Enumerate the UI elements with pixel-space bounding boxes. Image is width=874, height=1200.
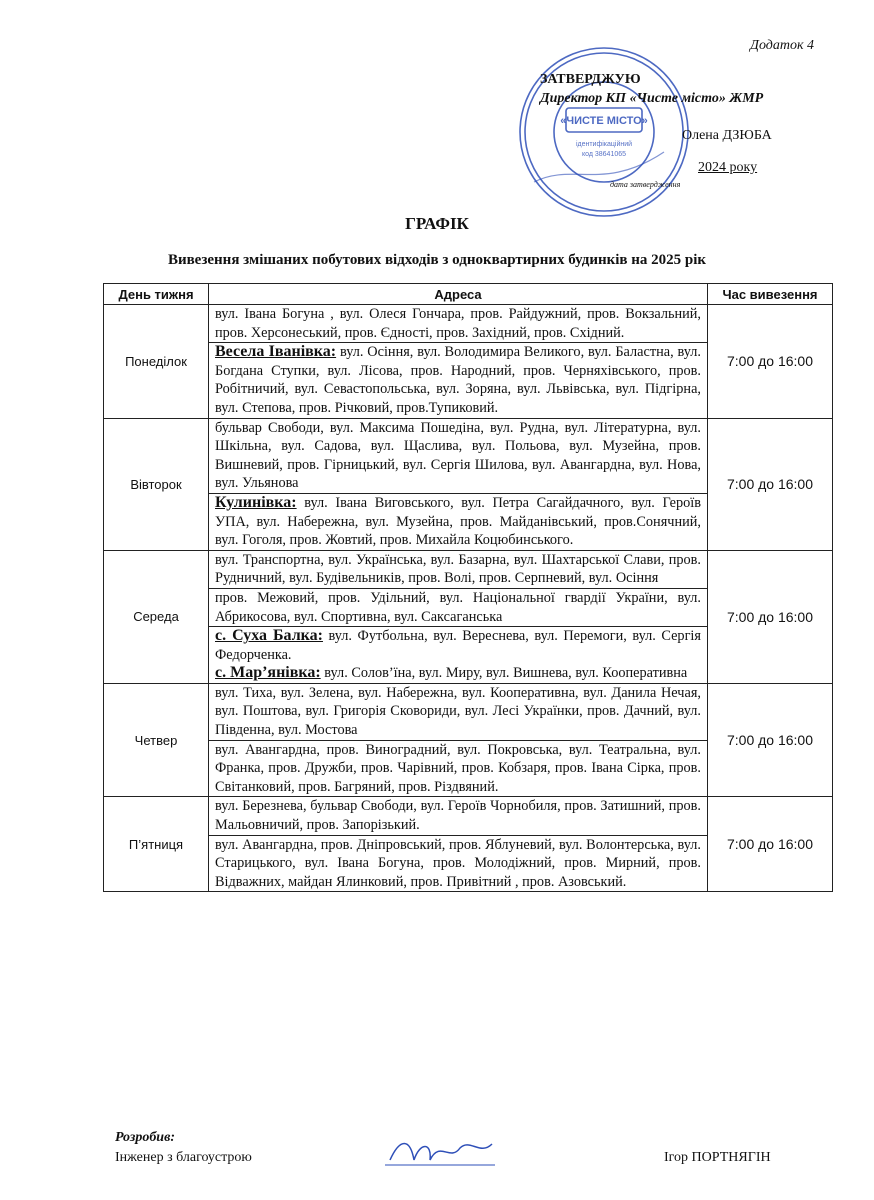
schedule-table: [103, 283, 833, 892]
address-cell: [209, 550, 708, 588]
address-text: вул. Солов’їна, вул. Миру, вул. Вишнева, вул. Кооперативна: [320, 665, 688, 682]
annex-label: Додаток 4: [750, 38, 814, 53]
svg-text:код 38641065: код 38641065: [581, 151, 627, 158]
locality-name: с. Суха Балка:: [215, 627, 323, 645]
time-cell: 7:00 до 16:00: [708, 550, 833, 683]
address-cell: [209, 627, 708, 684]
table-row: [104, 797, 833, 835]
address-text: вул. Івана Виговського, вул. Петра Сагайдачного, вул. Героїв УПА, вул. Набережна, вул. Музейна, пров. Майданівський, пров.Сонячний, вул. Гоголя, пров. Жовтий, пров. Михайла Коцюбинського.: [215, 494, 701, 549]
address-cell: [209, 343, 708, 418]
address-cell: [209, 797, 708, 835]
document-title: ГРАФІК: [405, 214, 469, 233]
approval-block: [540, 70, 763, 108]
schedule-body: [104, 305, 833, 892]
address-text: вул. Тиха, вул. Зелена, вул. Набережна, вул. Кооперативна, вул. Данила Нечая, вул. Поштова, вул. Григорія Сковориди, вул. Лесі Українки, пров. Дачний, вул. Південна, вул. Мостова: [215, 684, 701, 739]
address-cell: [209, 418, 708, 493]
date-caption: дата затвердження: [610, 180, 681, 189]
header-day: День тижня: [104, 284, 209, 305]
locality-name: Весела Іванівка:: [215, 343, 337, 361]
address-text: бульвар Свободи, вул. Максима Пошедіна, вул. Рудна, вул. Літературна, вул. Шкільна, вул. Садова, вул. Щаслива, вул. Польова, вул. Музейна, пров. Вишневий, пров. Гірницький, вул. Сергія Шилова, вул. Авангардна, вул. Нова, вул. Ульянова: [215, 419, 701, 492]
svg-text:ідентифікаційний: ідентифікаційний: [575, 141, 633, 148]
header-time: Час вивезення: [708, 284, 833, 305]
table-row: [104, 550, 833, 588]
table-row: [104, 305, 833, 343]
day-cell: Понеділок: [104, 305, 209, 419]
address-text: вул. Березнева, бульвар Свободи, вул. Героїв Чорнобиля, пров. Затишний, пров. Мальовничий, пров. Запорізький.: [215, 798, 701, 834]
developer-position: Інженер з благоустрою: [115, 1150, 252, 1165]
developed-by-label: Розробив:: [115, 1130, 176, 1145]
address-text: вул. Івана Богуна , вул. Олеся Гончара, пров. Райдужний, пров. Вокзальний, пров. Херсонеський, пров. Єдності, пров. Західний, пров. Східний.: [215, 306, 701, 341]
address-cell: [209, 588, 708, 626]
day-cell: Середа: [104, 550, 209, 683]
approval-year: 2024 року: [698, 160, 758, 175]
address-text: вул. Авангардна, пров. Виноградний, вул. Покровська, вул. Театральна, вул. Франка, пров. Дружби, пров. Чарівний, пров. Кобзаря, пров. Івана Сірка, пров. Світанковий, пров. Багряний, пров. Різдвяний.: [215, 741, 701, 795]
day-cell: Вівторок: [104, 418, 209, 550]
approver-name: Олена ДЗЮБА: [682, 128, 772, 143]
address-text: вул. Футбольна, вул. Вереснева, вул. Перемоги, вул. Сергія Федорченка.: [215, 628, 701, 663]
day-cell: Четвер: [104, 683, 209, 797]
address-text: пров. Межовий, пров. Удільний, вул. Національної гвардії України, вул. Абрикосова, вул. Спортивна, вул. Саксаганська: [215, 589, 701, 625]
developer-signature: [380, 1132, 500, 1172]
address-subblock: [215, 664, 701, 683]
document-subtitle: Вивезення змішаних побутових відходів з одноквартирних будинків на 2025 рік: [167, 252, 707, 268]
locality-name: Кулинівка:: [215, 493, 297, 511]
table-row: [104, 683, 833, 740]
address-text: вул. Транспортна, вул. Українська, вул. Базарна, вул. Шахтарської Слави, пров. Рудничний, вул. Будівельників, пров. Волі, пров. Серпневий, вул. Осіння: [215, 551, 701, 587]
svg-text:«ЧИСТЕ МІСТО»: «ЧИСТЕ МІСТО»: [560, 115, 648, 127]
table-row: [104, 418, 833, 493]
developer-name: Ігор ПОРТНЯГІН: [664, 1150, 771, 1165]
time-cell: 7:00 до 16:00: [708, 683, 833, 797]
approve-title: ЗАТВЕРДЖУЮ: [540, 72, 641, 87]
address-text: вул. Авангардна, пров. Дніпровський, пров. Яблуневий, вул. Волонтерська, вул. Старицького, вул. Івана Богуна, пров. Молодіжний, пров. Мирний, пров. Відважних, майдан Ялинковий, пров. Привітний , пров. Азовський.: [215, 836, 701, 890]
address-text: вул. Осіння, вул. Володимира Великого, вул. Баластна, вул. Богдана Ступки, вул. Лісова, пров. Народний, пров. Черняхівського, пров. Робітничий, вул. Севастопольська, вул. Зоряна, вул. Львівська, вул. Підгірна, вул. Степова, пров. Річковий, пров.Тупиковий.: [215, 344, 701, 416]
locality-name: с. Мар’янівка:: [215, 664, 321, 682]
time-cell: 7:00 до 16:00: [708, 797, 833, 892]
header-address: Адреса: [209, 284, 708, 305]
table-header-row: [104, 284, 833, 305]
approver-signature-line: [540, 128, 772, 144]
address-cell: [209, 740, 708, 797]
address-cell: [209, 493, 708, 550]
time-cell: 7:00 до 16:00: [708, 305, 833, 419]
time-cell: 7:00 до 16:00: [708, 418, 833, 550]
approve-position: Директор КП «Чисте місто» ЖМР: [540, 91, 764, 106]
approval-date-line: [540, 160, 757, 176]
address-cell: [209, 305, 708, 343]
address-cell: [209, 835, 708, 892]
address-cell: [209, 683, 708, 740]
day-cell: П’ятниця: [104, 797, 209, 892]
